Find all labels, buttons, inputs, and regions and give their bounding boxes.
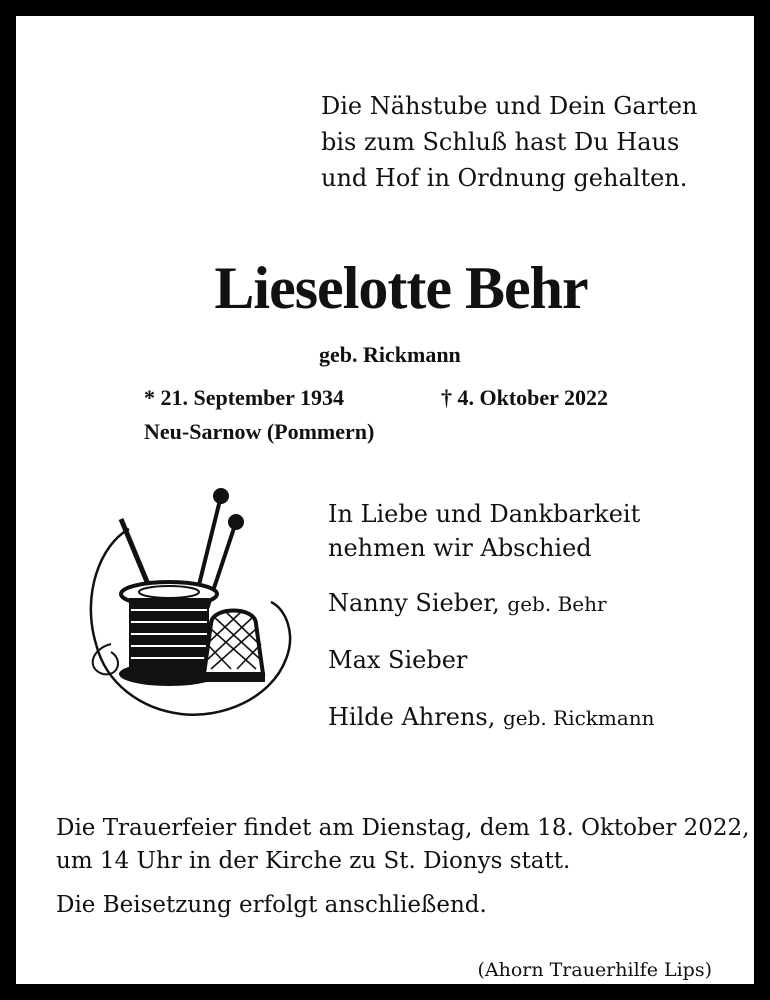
farewell-message [328, 497, 640, 565]
undertaker-credit: (Ahorn Trauerhilfe Lips) [477, 959, 712, 981]
verse-line-3: und Hof in Ordnung gehalten. [321, 164, 688, 192]
birth-date: * 21. September 1934 [144, 385, 345, 410]
maiden-name: geb. Rickmann [319, 342, 461, 367]
mourner-3 [328, 703, 655, 731]
mourner-note: geb. Rickmann [502, 706, 655, 730]
mourner-name: Max Sieber [328, 646, 468, 674]
verse-line-2: bis zum Schluß hast Du Haus [321, 128, 680, 156]
deceased-name: Lieselotte Behr [214, 255, 588, 321]
mourner-note: geb. Behr [507, 592, 607, 616]
mourner-1 [328, 589, 607, 617]
farewell-line-2: nehmen wir Abschied [328, 534, 592, 562]
ceremony-line-2: um 14 Uhr in der Kirche zu St. Dionys statt. [56, 848, 571, 874]
mourner-name: Nanny Sieber, [328, 589, 500, 617]
birthplace: Neu-Sarnow (Pommern) [144, 419, 375, 444]
mourner-2 [328, 646, 467, 674]
verse [321, 88, 698, 196]
burial-info: Die Beisetzung erfolgt anschließend. [56, 892, 487, 918]
ceremony-line-1: Die Trauerfeier findet am Dienstag, dem 18. Oktober 2022, [56, 815, 750, 841]
mourner-name: Hilde Ahrens, [328, 703, 496, 731]
farewell-line-1: In Liebe und Dankbarkeit [328, 500, 641, 528]
verse-line-1: Die Nähstube und Dein Garten [321, 92, 698, 120]
sewing-thread-spool-needles-thimble-icon [71, 484, 301, 734]
ceremony-info [56, 812, 750, 878]
death-date: † 4. Oktober 2022 [441, 385, 609, 410]
